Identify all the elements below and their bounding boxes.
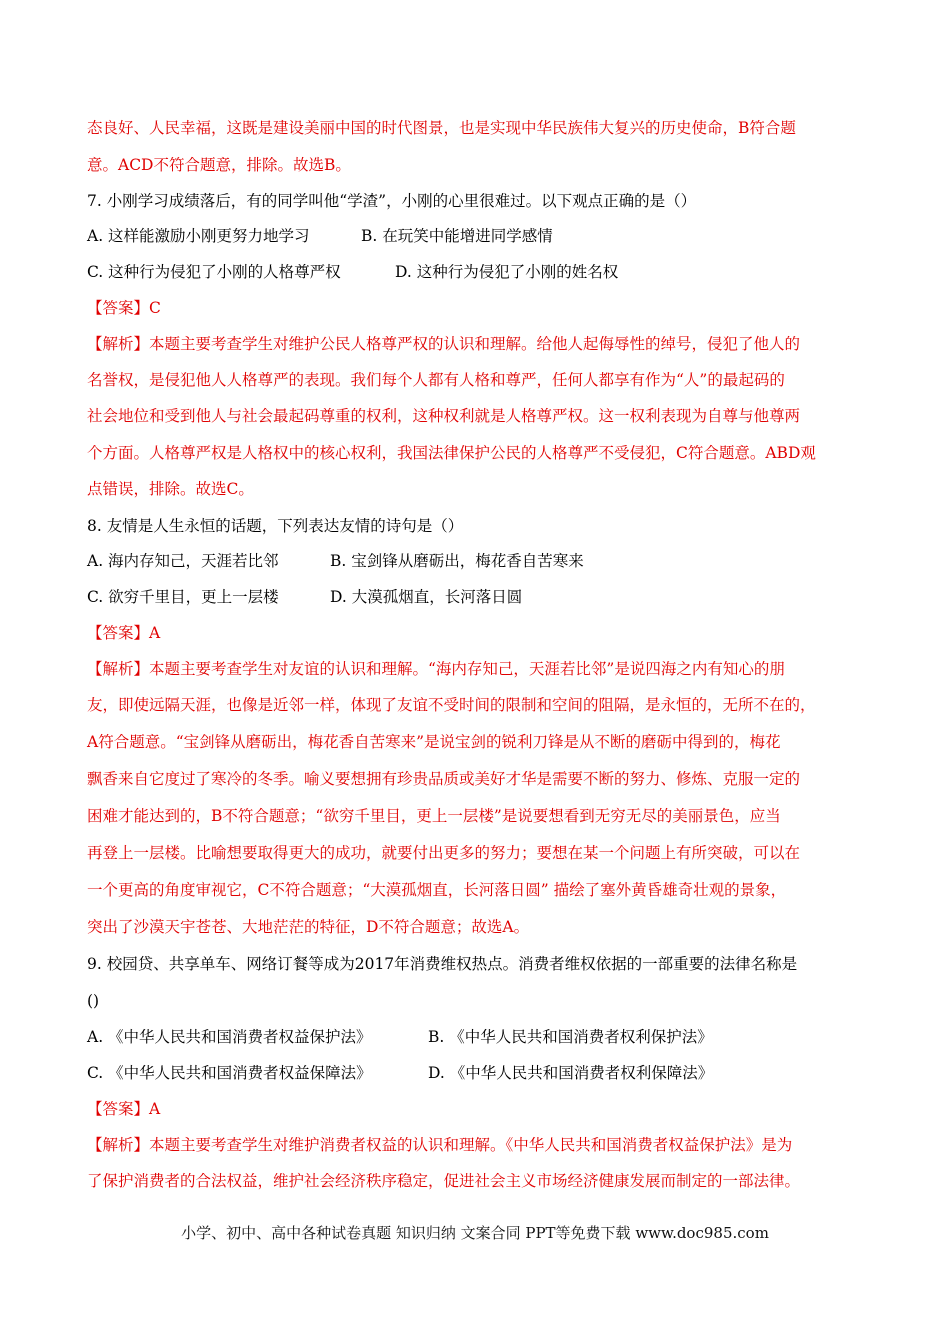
q8-analysis-line-2: 友，即使远隔天涯，也像是近邻一样，体现了友谊不受时间的限制和空间的阻隔，是永恒的，无所不在的， <box>87 696 816 714</box>
q8-option-d: D. 大漠孤烟直，长河落日圆 <box>330 588 523 606</box>
prev-analysis-line-2: 意。ACD不符合题意，排除。故选B。 <box>87 156 351 174</box>
q7-analysis-line-2: 名誉权，是侵犯他人人格尊严的表现。我们每个人都有人格和尊严，任何人都享有作为“人”的最起码的 <box>87 371 785 389</box>
q9-stem-line-1: 9. 校园贷、共享单车、网络订餐等成为2017年消费维权热点。消费者维权依据的一部重要的法律名称是 <box>87 955 798 973</box>
q9-analysis-line-2: 了保护消费者的合法权益，维护社会经济秩序稳定，促进社会主义市场经济健康发展而制定的一部法律。 <box>87 1172 801 1190</box>
footer-download-note: 小学、初中、高中各种试卷真题 知识归纳 文案合同 PPT等免费下载 www.doc985.com <box>181 1224 769 1242</box>
q9-option-a: A. 《中华人民共和国消费者权益保护法》 <box>87 1028 372 1046</box>
q7-analysis-line-1: 【解析】本题主要考查学生对维护公民人格尊严权的认识和理解。给他人起侮辱性的绰号，侵犯了他人的 <box>87 335 801 353</box>
q9-stem-line-2: () <box>87 992 100 1010</box>
q7-answer: 【答案】C <box>87 299 161 317</box>
q8-analysis-line-6: 再登上一层楼。比喻想要取得更大的成功，就要付出更多的努力；要想在某一个问题上有所突破，可以在 <box>87 844 801 862</box>
q7-analysis-line-4: 个方面。人格尊严权是人格权中的核心权利，我国法律保护公民的人格尊严不受侵犯，C符合题意。ABD观 <box>87 444 816 462</box>
q8-analysis-line-7: 一个更高的角度审视它，C不符合题意；“大漠孤烟直，长河落日圆” 描绘了塞外黄昏雄奇壮观的景象， <box>87 881 787 899</box>
q8-analysis-line-5: 困难才能达到的，B不符合题意；“欲穷千里目，更上一层楼”是说要想看到无穷无尽的美丽景色，应当 <box>87 807 781 825</box>
q7-option-b: B. 在玩笑中能增进同学感情 <box>361 227 553 245</box>
q7-analysis-line-3: 社会地位和受到他人与社会最起码尊重的权利，这种权利就是人格尊严权。这一权利表现为自尊与他尊两 <box>87 407 801 425</box>
q8-option-c: C. 欲穷千里目，更上一层楼 <box>87 588 279 606</box>
q8-analysis-line-3: A符合题意。“宝剑锋从磨砺出，梅花香自苦寒来”是说宝剑的锐利刀锋是从不断的磨砺中得到的，梅花 <box>87 733 781 751</box>
q7-option-d: D. 这种行为侵犯了小刚的姓名权 <box>395 263 619 281</box>
q9-analysis-line-1: 【解析】本题主要考查学生对维护消费者权益的认识和理解。《中华人民共和国消费者权益保护法》是为 <box>87 1136 793 1154</box>
prev-analysis-line-1: 态良好、人民幸福，这既是建设美丽中国的时代图景，也是实现中华民族伟大复兴的历史使命，B符合题 <box>87 119 796 137</box>
q7-option-c: C. 这种行为侵犯了小刚的人格尊严权 <box>87 263 341 281</box>
q7-stem: 7. 小刚学习成绩落后，有的同学叫他“学渣”，小刚的心里很难过。以下观点正确的是（） <box>87 192 697 210</box>
q9-option-c: C. 《中华人民共和国消费者权益保障法》 <box>87 1064 372 1082</box>
q9-option-d: D. 《中华人民共和国消费者权利保障法》 <box>428 1064 714 1082</box>
q8-analysis-line-1: 【解析】本题主要考查学生对友谊的认识和理解。“海内存知己，天涯若比邻”是说四海之内有知心的朋 <box>87 660 785 678</box>
q8-analysis-line-8: 突出了沙漠天宇苍苍、大地茫茫的特征，D不符合题意；故选A。 <box>87 918 530 936</box>
q8-stem: 8. 友情是人生永恒的话题，下列表达友情的诗句是（） <box>87 517 464 535</box>
q8-option-b: B. 宝剑锋从磨砺出，梅花香自苦寒来 <box>330 552 584 570</box>
q9-option-b: B. 《中华人民共和国消费者权利保护法》 <box>428 1028 713 1046</box>
q7-option-a: A. 这样能激励小刚更努力地学习 <box>87 227 310 245</box>
q8-analysis-line-4: 飘香来自它度过了寒冷的冬季。喻义要想拥有珍贵品质或美好才华是需要不断的努力、修炼、克服一定的 <box>87 770 801 788</box>
q9-answer: 【答案】A <box>87 1100 161 1118</box>
q8-answer: 【答案】A <box>87 624 161 642</box>
q7-analysis-line-5: 点错误，排除。故选C。 <box>87 480 254 498</box>
q8-option-a: A. 海内存知己，天涯若比邻 <box>87 552 279 570</box>
